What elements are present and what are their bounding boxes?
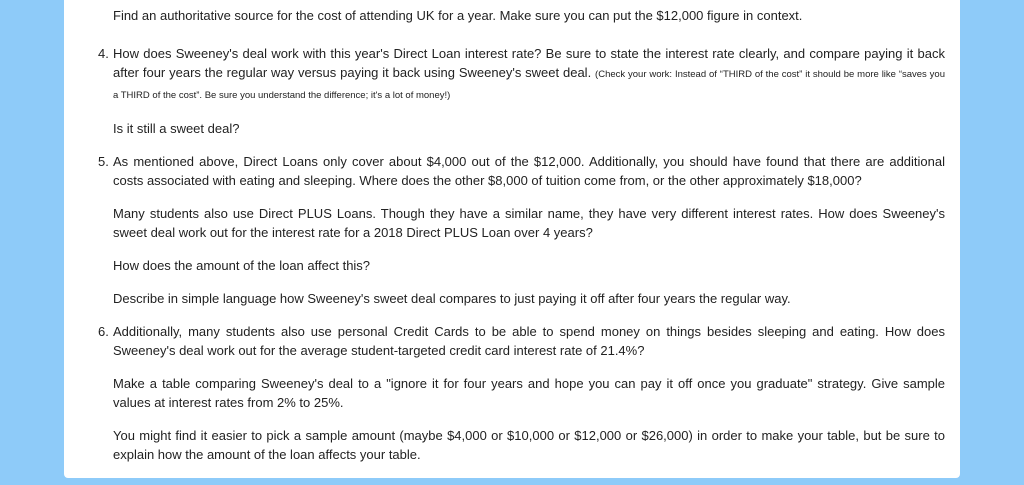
item-question: Additionally, many students also use personal Credit Cards to be able to spend money on things besides sleeping and eating. How does Sweeney's deal work out for the average student-targeted credit card interest rate of 21.4%? [113,324,945,358]
item-number: 4. [98,46,109,61]
item-question-text: How does Sweeney's deal work with this year's Direct Loan interest rate? Be sure to state the interest rate clearly, and compare paying it back after four years the regular way versus paying it back using Sweeney's sweet deal. [113,46,945,80]
item-question: As mentioned above, Direct Loans only cover about $4,000 out of the $12,000. Additionally, you should have found that there are additional costs associated with eating and sleeping. Where does the other $8,000 of tuition come from, or the other approximately $18,000? [113,154,945,188]
item-paragraph: Many students also use Direct PLUS Loans. Though they have a similar name, they have very different interest rates. How does Sweeney's sweet deal work out for the interest rate for a 2018 Direct PLUS Loan over 4 years? [113,206,945,240]
intro-paragraph: Find an authoritative source for the cost of attending UK for a year. Make sure you can put the $12,000 figure in context. [113,8,803,23]
item-paragraph: How does the amount of the loan affect this? [113,258,371,273]
item-paragraph: Make a table comparing Sweeney's deal to a "ignore it for four years and hope you can pay it off once you graduate" strategy. Give sample values at interest rates from 2% to 25%. [113,376,945,410]
item-paragraph: Describe in simple language how Sweeney's sweet deal compares to just paying it off after four years the regular way. [113,291,791,306]
item-paragraph: You might find it easier to pick a sample amount (maybe $4,000 or $10,000 or $12,000 or $26,000) in order to make your table, but be sure to explain how the amount of the loan affects your table. [113,428,945,462]
document-page [64,0,960,478]
list-item [98,152,945,308]
item-question [113,44,945,105]
assignment-content [98,6,945,464]
item-followup: Is it still a sweet deal? [113,121,240,136]
item-number: 6. [98,324,109,339]
item-number: 5. [98,154,109,169]
check-work-note: (Check your work: Instead of “THIRD of the cost” it should be more like “saves you a THIRD of the cost”. Be sure you understand the difference; it's a lot of money!) [113,69,945,101]
list-item [98,322,945,464]
list-item [98,44,945,138]
